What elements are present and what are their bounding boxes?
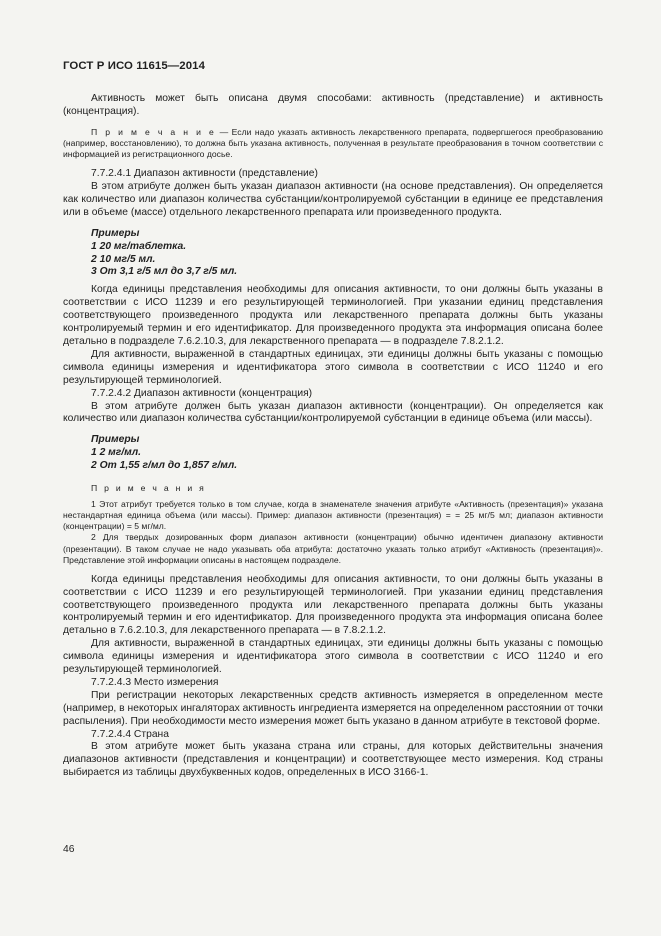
example-item: 2 10 мг/5 мл.	[91, 253, 156, 265]
examples-title: Примеры	[91, 434, 140, 446]
document-body	[63, 93, 603, 780]
note-text: — Если надо указать активность лекарственного препарата, подвергшегося преобразованию (например, восстановлению), то должна быть указана активность, полученная в результате преобразования в точном соответствии с информацией из регистрационного досье.	[63, 126, 603, 159]
paragraph-range-presentation: В этом атрибуте должен быть указан диапазон активности (на основе представления). Он определяется как количество или диапазон количества субстанции/контролируемой субстанции в единице ее представления или в объеме (массе) отдельного лекарственного препарата или произведенного продукта.	[63, 181, 603, 218]
notes-label: П р и м е ч а н и я	[91, 483, 207, 494]
page-number: 46	[63, 844, 75, 855]
paragraph-standard-units: Для активности, выраженной в стандартных единицах, эти единицы должны быть указаны с помощью символа единицы измерения и идентификатора этого символа в соответствии с ИСО 11240 и его результирующей терминологией.	[63, 348, 603, 386]
document-header: ГОСТ Р ИСО 11615—2014	[63, 60, 206, 72]
section-heading-7-7-2-4-1: 7.7.2.4.1 Диапазон активности (представление)	[91, 168, 318, 180]
section-heading-7-7-2-4-3: 7.7.2.4.3 Место измерения	[91, 676, 219, 688]
note-item: 2 Для твердых дозированных форм диапазон активности (концентрации) обычно идентичен диапазону активности (презентации). В таком случае не надо указывать оба атрибута: достаточно указать только атрибут «Активность (презентация)». Представление этой информации описаны в настоящем подразделе.	[63, 532, 603, 565]
example-item: 1 20 мг/таблетка.	[91, 240, 187, 252]
example-item: 2 От 1,55 г/мл до 1,857 г/мл.	[91, 460, 238, 472]
note-item: 1 Этот атрибут требуется только в том случае, когда в знаменателе значения атрибуте «Активность (презентация)» указана нестандартная единица объема (или массы). Пример: диапазон активности (презентация) = = 25 мг/5 мл; диапазон активности (концентрации) = 5 мг/мл.	[63, 499, 603, 532]
note-1	[63, 127, 603, 160]
paragraph-range-concentration: В этом атрибуте должен быть указан диапазон активности (концентрации). Он определяется как количество или диапазон количества субстанции/контролируемой субстанции в единице объема (или массы).	[63, 400, 603, 425]
paragraph-units-presentation: Когда единицы представления необходимы для описания активности, то они должны быть указаны в соответствии с ИСО 11239 и его результирующей терминологией. При указании единиц представления соответствующего произведенного продукта или лекарственного препарата должны быть указаны контролируемый термин и его идентификатор. Для произведенного продукта эта информация описана более детально в подразделе 7.6.2.10.3, для лекарственного препарата — в подразделе 7.8.2.1.2.	[63, 284, 603, 347]
example-item: 1 2 мг/мл.	[91, 447, 142, 459]
examples-title: Примеры	[91, 227, 140, 239]
example-item: 3 От 3,1 г/5 мл до 3,7 г/5 мл.	[91, 266, 238, 278]
note-label: П р и м е ч а н и е	[91, 126, 217, 137]
section-heading-7-7-2-4-2: 7.7.2.4.2 Диапазон активности (концентрация)	[91, 387, 313, 399]
paragraph-units-presentation-2: Когда единицы представления необходимы для описания активности, то они должны быть указаны в соответствии с ИСО 11239 и его результирующей терминологией. При указании единиц представления соответствующего произведенного продукта или лекарственного препарата должны быть указаны контролируемый термин и его идентификатор. Для произведенного продукта эта информация описана более детально в 7.6.2.10.3, для лекарственного препарата — в 7.8.2.1.2.	[63, 573, 603, 637]
paragraph-country: В этом атрибуте может быть указана страна или страны, для которых действительны значения диапазонов активности (представления и концентрации) и соответствующее место измерения. Код страны выбирается из таблицы двухбуквенных кодов, определенных в ИСО 3166-1.	[63, 741, 603, 779]
paragraph-measurement-location: При регистрации некоторых лекарственных средств активность измеряется в определенном месте (например, в некоторых ингаляторах активность ингредиента измеряется на определенном расстоянии от точки распыления). При необходимости место измерения может быть указано в данном атрибуте в текстовой форме.	[63, 689, 603, 727]
section-heading-7-7-2-4-4: 7.7.2.4.4 Страна	[91, 728, 169, 740]
paragraph-standard-units-2: Для активности, выраженной в стандартных единицах, эти единицы должны быть указаны с помощью символа единицы измерения и идентификатора этого символа в соответствии с ИСО 11240 и его результирующей терминологией.	[63, 638, 603, 676]
paragraph-intro: Активность может быть описана двумя способами: активность (представление) и активность (концентрация).	[63, 93, 603, 117]
